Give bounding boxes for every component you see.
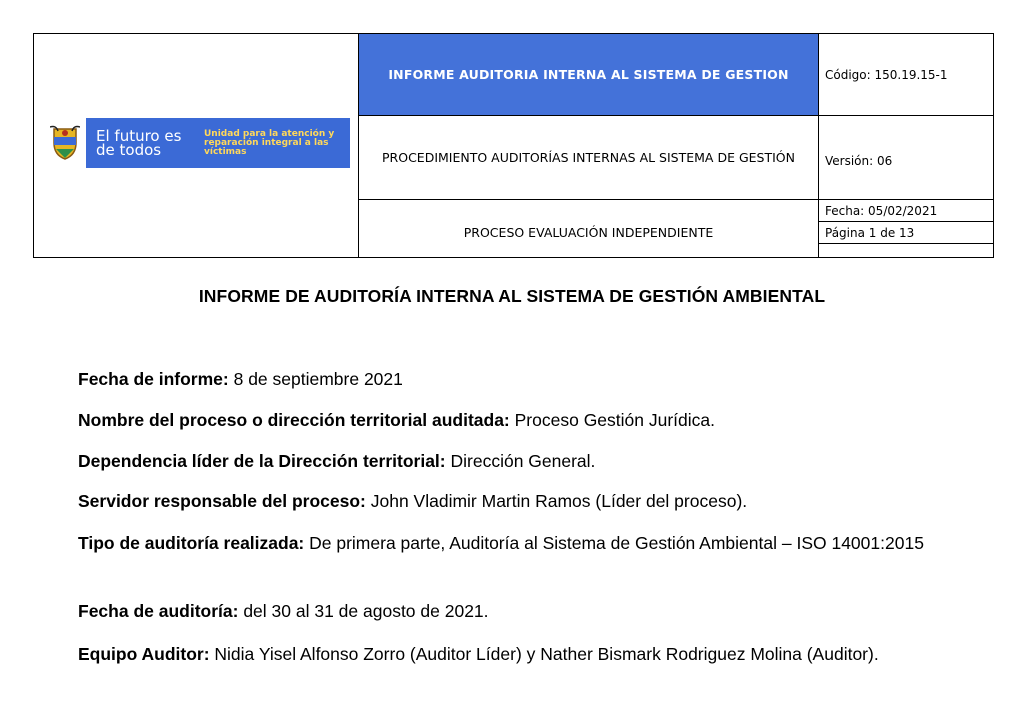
field-value: 8 de septiembre 2021 [228,369,403,389]
field-value: Proceso Gestión Jurídica. [509,410,715,430]
field-label: Equipo Auditor: [78,644,210,664]
coat-of-arms-icon [44,118,86,168]
field-value: John Vladimir Martin Ramos (Líder del proceso). [365,491,748,511]
field-audit-date [78,601,958,622]
page-number-cell: Página 1 de 13 [819,222,993,244]
field-responsible-server [78,491,958,512]
logo-cell [34,34,359,257]
field-label: Nombre del proceso o dirección territorial auditada: [78,410,510,430]
logo-sub-text: Unidad para la atención y reparación integral a las víctimas [204,128,335,157]
report-title-cell: INFORME AUDITORIA INTERNA AL SISTEMA DE GESTION [359,34,819,116]
document-header-table [33,33,994,258]
field-audit-type [78,533,958,554]
field-value: Nidia Yisel Alfonso Zorro (Auditor Líder) y Nather Bismark Rodriguez Molina (Auditor). [209,644,879,664]
field-process-audited [78,410,958,431]
field-label: Servidor responsable del proceso: [78,491,366,511]
procedure-cell: PROCEDIMIENTO AUDITORÍAS INTERNAS AL SISTEMA DE GESTIÓN [359,116,819,200]
process-cell: PROCESO EVALUACIÓN INDEPENDIENTE [359,200,819,257]
field-value: De primera parte, Auditoría al Sistema de Gestión Ambiental – ISO 14001:2015 [304,533,924,553]
field-label: Dependencia líder de la Dirección territorial: [78,451,446,471]
version-cell: Versión: 06 [819,116,993,200]
date-cell: Fecha: 05/02/2021 [819,200,993,222]
field-lead-dependency [78,451,958,472]
field-value: del 30 al 31 de agosto de 2021. [238,601,489,621]
entity-logo [44,118,350,168]
field-audit-team [78,644,958,665]
code-cell: Código: 150.19.15-1 [819,34,993,116]
field-value: Dirección General. [445,451,596,471]
field-label: Tipo de auditoría realizada: [78,533,305,553]
document-title: INFORME DE AUDITORÍA INTERNA AL SISTEMA DE GESTIÓN AMBIENTAL [198,286,826,306]
field-label: Fecha de informe: [78,369,229,389]
logo-main-text: El futuro es de todos [96,127,182,159]
field-label: Fecha de auditoría: [78,601,239,621]
field-report-date [78,369,958,390]
